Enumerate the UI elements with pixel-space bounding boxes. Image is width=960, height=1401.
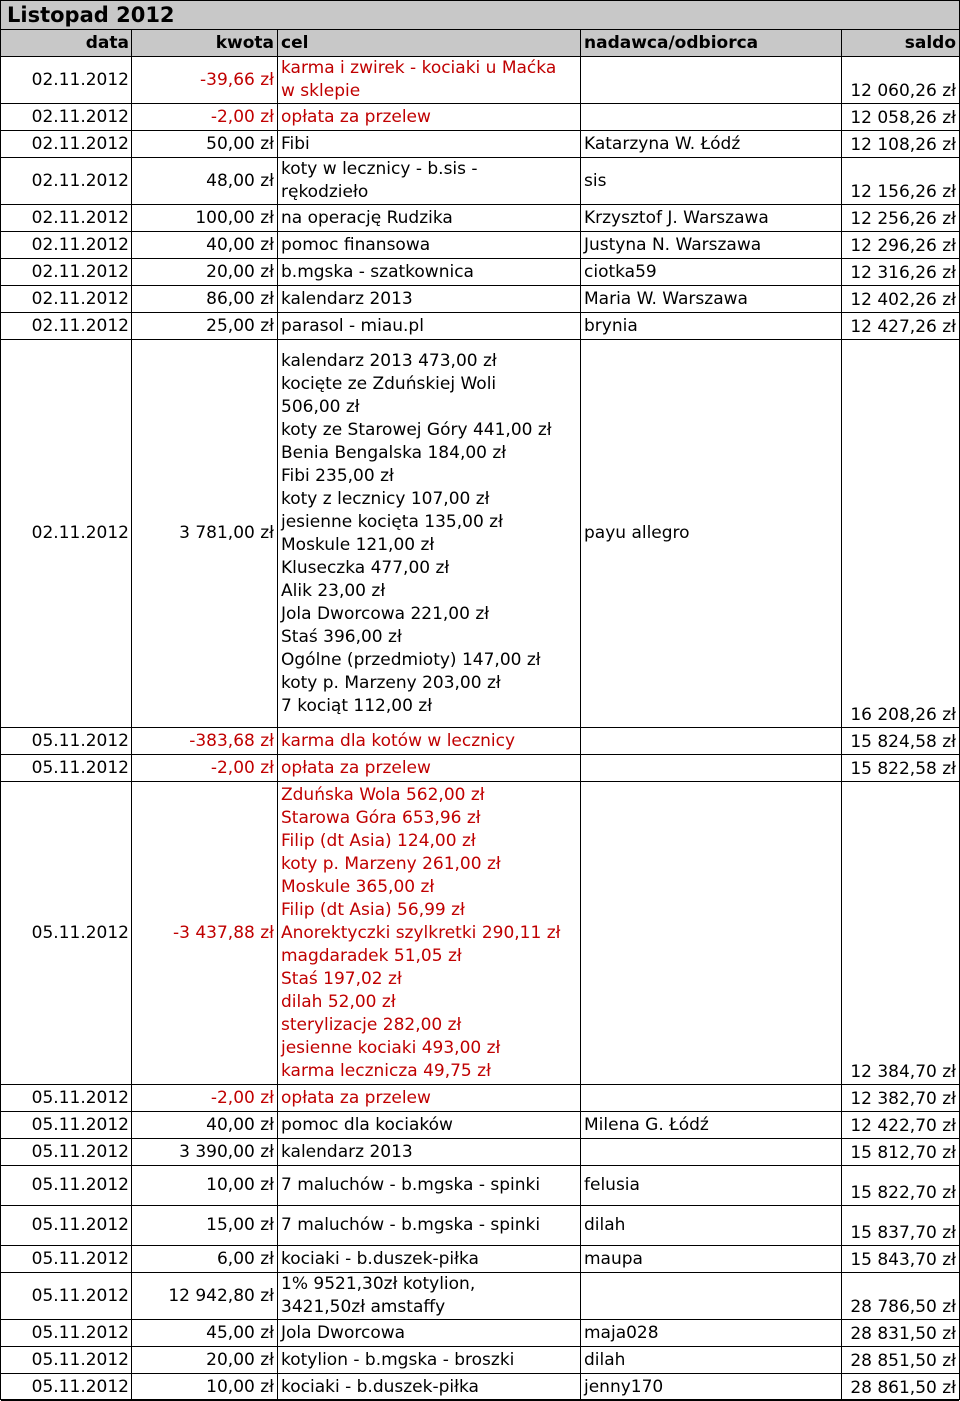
cell-balance: 12 296,26 zł <box>842 232 960 259</box>
cell-amount: 45,00 zł <box>132 1320 278 1347</box>
table-row <box>1 782 959 1085</box>
table-row <box>1 1166 959 1206</box>
cell-amount: -3 437,88 zł <box>132 782 278 1085</box>
table-row <box>1 1347 959 1374</box>
cell-balance: 12 382,70 zł <box>842 1085 960 1112</box>
purpose-line: w sklepie <box>281 81 361 101</box>
purpose-line: 7 maluchów - b.mgska - spinki <box>281 1175 541 1195</box>
table-row <box>1 1085 959 1112</box>
purpose-line: Fibi <box>281 133 310 154</box>
purpose-line: Ogólne (przedmioty) 147,00 zł <box>281 649 541 670</box>
cell-party: dilah <box>581 1347 842 1374</box>
cell-purpose <box>278 104 581 131</box>
table-row <box>1 755 959 782</box>
cell-purpose <box>278 728 581 755</box>
purpose-line: Filip (dt Asia) 56,99 zł <box>281 899 465 920</box>
cell-date: 05.11.2012 <box>1 1374 132 1401</box>
table-row <box>1 728 959 755</box>
purpose-line: opłata za przelew <box>281 757 431 778</box>
cell-purpose <box>278 1085 581 1112</box>
cell-amount: -2,00 zł <box>132 755 278 782</box>
cell-balance: 12 058,26 zł <box>842 104 960 131</box>
cell-amount: 50,00 zł <box>132 131 278 158</box>
table-row <box>1 131 959 158</box>
purpose-line: pomoc dla kociaków <box>281 1114 453 1135</box>
cell-date: 02.11.2012 <box>1 340 132 728</box>
table-row <box>1 158 959 205</box>
cell-balance: 12 108,26 zł <box>842 131 960 158</box>
cell-date: 05.11.2012 <box>1 728 132 755</box>
cell-balance: 15 822,70 zł <box>842 1166 960 1206</box>
cell-amount: 10,00 zł <box>132 1166 278 1206</box>
purpose-line: 7 maluchów - b.mgska - spinki <box>281 1215 541 1235</box>
purpose-line: Starowa Góra 653,96 zł <box>281 807 481 828</box>
purpose-line: kociaki - b.duszek-piłka <box>281 1376 479 1397</box>
cell-amount: 3 390,00 zł <box>132 1139 278 1166</box>
cell-balance: 16 208,26 zł <box>842 340 960 728</box>
cell-date: 02.11.2012 <box>1 57 132 104</box>
cell-party: Krzysztof J. Warszawa <box>581 205 842 232</box>
purpose-line: kalendarz 2013 473,00 zł <box>281 350 497 371</box>
header-date: data <box>1 30 132 57</box>
cell-date: 05.11.2012 <box>1 1206 132 1246</box>
cell-balance: 12 156,26 zł <box>842 158 960 205</box>
purpose-line: koty p. Marzeny 261,00 zł <box>281 853 501 874</box>
cell-purpose <box>278 1347 581 1374</box>
purpose-line: karma dla kotów w lecznicy <box>281 730 516 751</box>
cell-party: payu allegro <box>581 340 842 728</box>
header-party: nadawca/odbiorca <box>581 30 842 57</box>
purpose-line: 506,00 zł <box>281 396 360 417</box>
cell-amount: -2,00 zł <box>132 104 278 131</box>
cell-amount: -39,66 zł <box>132 57 278 104</box>
cell-party <box>581 104 842 131</box>
cell-balance: 12 422,70 zł <box>842 1112 960 1139</box>
table-row <box>1 1112 959 1139</box>
cell-purpose <box>278 205 581 232</box>
table-row <box>1 1206 959 1246</box>
cell-purpose <box>278 1112 581 1139</box>
cell-balance: 12 384,70 zł <box>842 782 960 1085</box>
cell-date: 02.11.2012 <box>1 259 132 286</box>
purpose-line: Benia Bengalska 184,00 zł <box>281 442 507 463</box>
cell-date: 05.11.2012 <box>1 1273 132 1320</box>
cell-date: 05.11.2012 <box>1 1320 132 1347</box>
cell-balance: 15 812,70 zł <box>842 1139 960 1166</box>
cell-balance: 15 843,70 zł <box>842 1246 960 1273</box>
cell-balance: 12 402,26 zł <box>842 286 960 313</box>
cell-party <box>581 782 842 1085</box>
table-row <box>1 1246 959 1273</box>
purpose-line: na operację Rudzika <box>281 207 453 228</box>
cell-amount: 20,00 zł <box>132 259 278 286</box>
cell-balance: 12 316,26 zł <box>842 259 960 286</box>
cell-balance: 28 851,50 zł <box>842 1347 960 1374</box>
cell-party: dilah <box>581 1206 842 1246</box>
table-row <box>1 313 959 340</box>
cell-date: 05.11.2012 <box>1 1139 132 1166</box>
cell-purpose <box>278 1320 581 1347</box>
purpose-line: Alik 23,00 zł <box>281 580 386 601</box>
cell-party: felusia <box>581 1166 842 1206</box>
cell-party <box>581 57 842 104</box>
cell-party: brynia <box>581 313 842 340</box>
cell-date: 02.11.2012 <box>1 104 132 131</box>
cell-amount: 100,00 zł <box>132 205 278 232</box>
purpose-line: kalendarz 2013 <box>281 288 413 309</box>
header-balance: saldo <box>842 30 960 57</box>
cell-balance: 12 256,26 zł <box>842 205 960 232</box>
purpose-line: koty z lecznicy 107,00 zł <box>281 488 490 509</box>
purpose-line: karma i zwirek - kociaki u Maćka <box>281 58 557 78</box>
cell-party <box>581 1085 842 1112</box>
cell-date: 05.11.2012 <box>1 1085 132 1112</box>
cell-balance: 12 060,26 zł <box>842 57 960 104</box>
cell-purpose <box>278 1246 581 1273</box>
purpose-line: sterylizacje 282,00 zł <box>281 1014 462 1035</box>
table-row <box>1 1273 959 1320</box>
purpose-line: kociaki - b.duszek-piłka <box>281 1248 479 1269</box>
cell-date: 05.11.2012 <box>1 1246 132 1273</box>
cell-party: Katarzyna W. Łódź <box>581 131 842 158</box>
cell-amount: 48,00 zł <box>132 158 278 205</box>
table-row <box>1 232 959 259</box>
cell-purpose <box>278 1273 581 1320</box>
cell-date: 02.11.2012 <box>1 158 132 205</box>
header-amount: kwota <box>132 30 278 57</box>
cell-date: 02.11.2012 <box>1 313 132 340</box>
purpose-line: kocięte ze Zduńskiej Woli <box>281 373 497 394</box>
cell-date: 05.11.2012 <box>1 755 132 782</box>
cell-amount: -383,68 zł <box>132 728 278 755</box>
purpose-line: Staś 396,00 zł <box>281 626 402 647</box>
purpose-line: Jola Dworcowa <box>281 1322 406 1343</box>
table-row <box>1 205 959 232</box>
purpose-line: 3421,50zł amstaffy <box>281 1297 446 1317</box>
purpose-line: jesienne kocięta 135,00 zł <box>281 511 503 532</box>
cell-purpose <box>278 340 581 728</box>
cell-date: 02.11.2012 <box>1 205 132 232</box>
cell-party <box>581 755 842 782</box>
cell-party: Justyna N. Warszawa <box>581 232 842 259</box>
purpose-line: Moskule 121,00 zł <box>281 534 435 555</box>
table-row <box>1 1320 959 1347</box>
cell-amount: 12 942,80 zł <box>132 1273 278 1320</box>
cell-party: maupa <box>581 1246 842 1273</box>
header-purpose: cel <box>278 30 581 57</box>
cell-purpose <box>278 158 581 205</box>
transactions-table <box>1 30 959 1401</box>
purpose-line: b.mgska - szatkownica <box>281 261 474 282</box>
cell-party: ciotka59 <box>581 259 842 286</box>
purpose-line: kalendarz 2013 <box>281 1141 413 1162</box>
cell-party: Maria W. Warszawa <box>581 286 842 313</box>
cell-purpose <box>278 755 581 782</box>
cell-amount: 3 781,00 zł <box>132 340 278 728</box>
purpose-line: jesienne kociaki 493,00 zł <box>281 1037 501 1058</box>
purpose-line: dilah 52,00 zł <box>281 991 396 1012</box>
cell-balance: 28 786,50 zł <box>842 1273 960 1320</box>
purpose-line: koty w lecznicy - b.sis - <box>281 159 478 179</box>
cell-party <box>581 728 842 755</box>
cell-party: maja028 <box>581 1320 842 1347</box>
purpose-line: parasol - miau.pl <box>281 315 424 336</box>
cell-party: sis <box>581 158 842 205</box>
cell-purpose <box>278 1166 581 1206</box>
purpose-line: koty p. Marzeny 203,00 zł <box>281 672 501 693</box>
purpose-line: pomoc finansowa <box>281 234 431 255</box>
cell-date: 02.11.2012 <box>1 131 132 158</box>
cell-purpose <box>278 782 581 1085</box>
purpose-line: Jola Dworcowa 221,00 zł <box>281 603 490 624</box>
table-row <box>1 57 959 104</box>
cell-amount: 15,00 zł <box>132 1206 278 1246</box>
table-row <box>1 104 959 131</box>
purpose-line: Filip (dt Asia) 124,00 zł <box>281 830 476 851</box>
cell-balance: 28 861,50 zł <box>842 1374 960 1401</box>
cell-purpose <box>278 232 581 259</box>
cell-party: Milena G. Łódź <box>581 1112 842 1139</box>
purpose-line: 1% 9521,30zł kotylion, <box>281 1274 476 1294</box>
cell-amount: 86,00 zł <box>132 286 278 313</box>
table-row <box>1 1374 959 1401</box>
purpose-line: Kluseczka 477,00 zł <box>281 557 450 578</box>
purpose-line: Zduńska Wola 562,00 zł <box>281 784 485 805</box>
cell-purpose <box>278 1374 581 1401</box>
cell-party: jenny170 <box>581 1374 842 1401</box>
purpose-line: opłata za przelew <box>281 1087 431 1108</box>
cell-purpose <box>278 131 581 158</box>
purpose-line: Staś 197,02 zł <box>281 968 402 989</box>
cell-balance: 15 837,70 zł <box>842 1206 960 1246</box>
purpose-line: kotylion - b.mgska - broszki <box>281 1349 515 1370</box>
cell-purpose <box>278 1139 581 1166</box>
purpose-line: Fibi 235,00 zł <box>281 465 394 486</box>
cell-purpose <box>278 259 581 286</box>
cell-amount: -2,00 zł <box>132 1085 278 1112</box>
purpose-line: opłata za przelew <box>281 106 431 127</box>
cell-balance: 12 427,26 zł <box>842 313 960 340</box>
cell-amount: 40,00 zł <box>132 232 278 259</box>
cell-purpose <box>278 286 581 313</box>
header-row <box>1 30 959 57</box>
cell-date: 02.11.2012 <box>1 286 132 313</box>
cell-purpose <box>278 313 581 340</box>
table-row <box>1 1139 959 1166</box>
cell-amount: 20,00 zł <box>132 1347 278 1374</box>
purpose-line: Anorektyczki szylkretki 290,11 zł <box>281 922 561 943</box>
purpose-line: rękodzieło <box>281 182 369 202</box>
table-row <box>1 340 959 728</box>
cell-date: 02.11.2012 <box>1 232 132 259</box>
cell-purpose <box>278 57 581 104</box>
cell-amount: 6,00 zł <box>132 1246 278 1273</box>
cell-date: 05.11.2012 <box>1 1166 132 1206</box>
cell-party <box>581 1139 842 1166</box>
cell-balance: 15 822,58 zł <box>842 755 960 782</box>
table-row <box>1 286 959 313</box>
purpose-line: 7 kociąt 112,00 zł <box>281 695 433 716</box>
purpose-line: magdaradek 51,05 zł <box>281 945 462 966</box>
table-row <box>1 259 959 286</box>
purpose-line: koty ze Starowej Góry 441,00 zł <box>281 419 552 440</box>
cell-balance: 28 831,50 zł <box>842 1320 960 1347</box>
purpose-line: karma lecznicza 49,75 zł <box>281 1060 491 1081</box>
sheet-title: Listopad 2012 <box>1 1 959 30</box>
cell-amount: 10,00 zł <box>132 1374 278 1401</box>
cell-purpose <box>278 1206 581 1246</box>
cell-balance: 15 824,58 zł <box>842 728 960 755</box>
cell-party <box>581 1273 842 1320</box>
cell-date: 05.11.2012 <box>1 1112 132 1139</box>
purpose-line: Moskule 365,00 zł <box>281 876 435 897</box>
cell-date: 05.11.2012 <box>1 1347 132 1374</box>
cell-amount: 40,00 zł <box>132 1112 278 1139</box>
cell-amount: 25,00 zł <box>132 313 278 340</box>
cell-date: 05.11.2012 <box>1 782 132 1085</box>
